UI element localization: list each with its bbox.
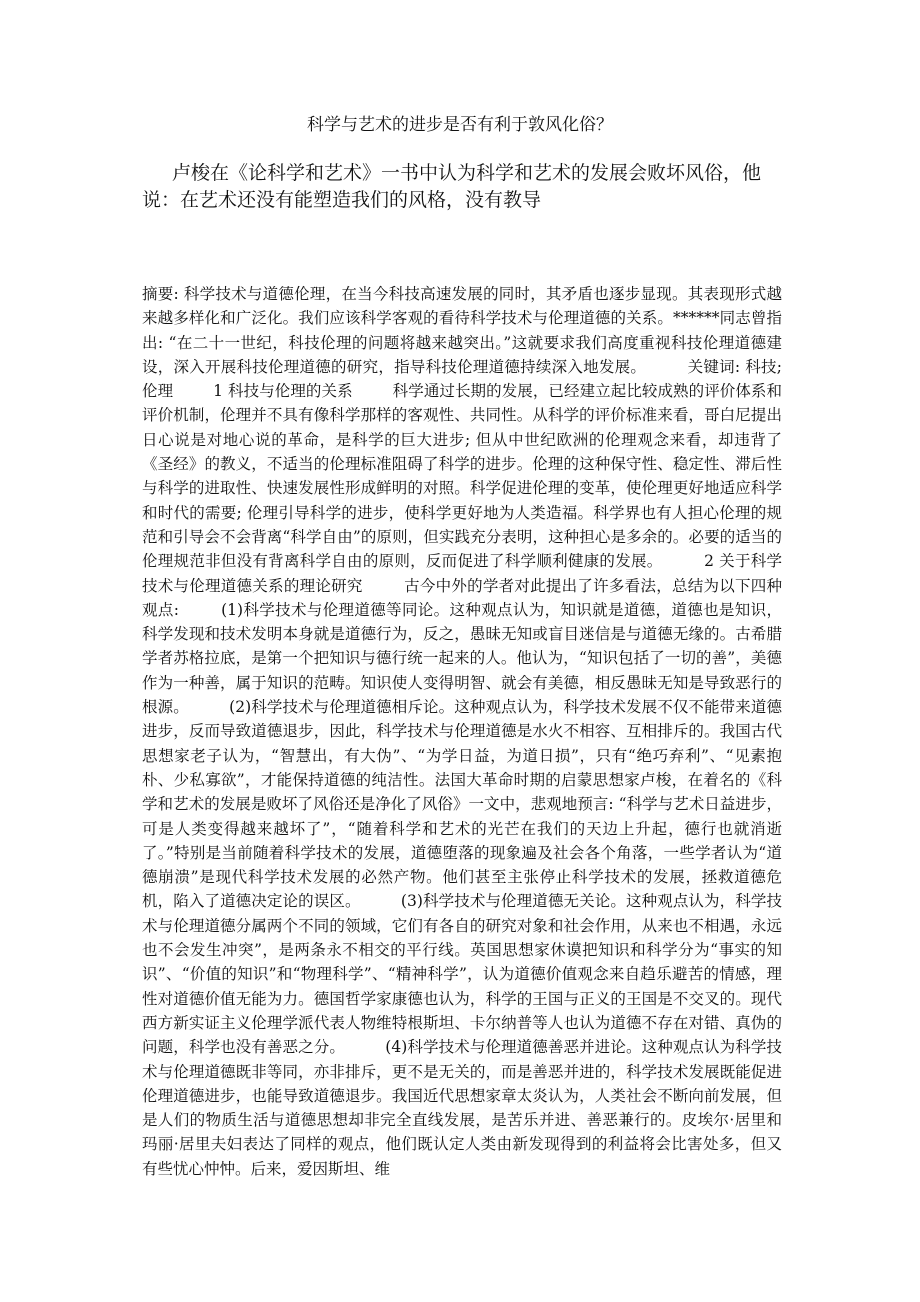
document-title: 科学与艺术的进步是否有利于敦风化俗？ — [307, 115, 613, 135]
intro-paragraph: 卢梭在《论科学和艺术》一书中认为科学和艺术的发展会败坏风俗，他说：在艺术还没有能塑造我们的风格，没有教导 — [142, 162, 762, 211]
body-text: 摘要: 科学技术与道德伦理，在当今科技高速发展的同时，其矛盾也逐步显现。其表现形式越来越多样化和广泛化。我们应该科学客观的看待科学技术与伦理道德的关系。******同志曾指出: “在二十一世纪，科技伦理的问题将越来越突出。”这就要求我们高度重视科技伦理道德建设，深入开展科技伦理道德的研究，指导科技伦理道德持续深入地发展。 关键词: 科技; 伦理 1 科技与伦理的关系 科学通过长期的发展，已经建立起比较成熟的评价体系和评价机制，伦理并不具有像科学那样的客观性、共同性。从科学的评价标准来看，哥白尼提出日心说是对地心说的革命，是科学的巨大进步; 但从中世纪欧洲的伦理观念来看，却违背了《圣经》的教义，不适当的伦理标准阻碍了科学的进步。伦理的这种保守性、稳定性、滞后性与科学的进取性、快速发展性形成鲜明的对照。科学促进伦理的变革，使伦理更好地适应科学和时代的需要; 伦理引导科学的进步，使科学更好地为人类造福。科学界也有人担心伦理的规范和引导会不会背离“科学自由”的原则，但实践充分表明，这种担心是多余的。必要的适当的伦理规范非但没有背离科学自由的原则，反而促进了科学顺利健康的发展。 2 关于科学技术与伦理道德关系的理论研究 古今中外的学者对此提出了许多看法，总结为以下四种观点: (1)科学技术与伦理道德等同论。这种观点认为，知识就是道德，道德也是知识，科学发现和技术发明本身就是道德行为，反之，愚昧无知或盲目迷信是与道德无缘的。古希腊学者苏格拉底，是第一个把知识与德行统一起来的人。他认为，“知识包括了一切的善”，美德作为一种善，属于知识的范畴。知识使人变得明智、就会有美德，相反愚昧无知是导致恶行的根源。 (2)科学技术与伦理道德相斥论。这种观点认为，科学技术发展不仅不能带来道德进步，反而导致道德退步，因此，科学技术与伦理道德是水火不相容、互相排斥的。我国古代思想家老子认为，“智慧出，有大伪”、“为学日益，为道日损”，只有“绝巧弃利”、“见素抱朴、少私寡欲”，才能保持道德的纯洁性。法国大革命时期的启蒙思想家卢梭，在着名的《科学和艺术的发展是败坏了风俗还是净化了风俗》一文中，悲观地预言: “科学与艺术日益进步，可是人类变得越来越坏了”，“随着科学和艺术的光芒在我们的天边上升起，德行也就消逝了。”特别是当前随着科学技术的发展，道德堕落的现象遍及社会各个角落，一些学者认为“道德崩溃”是现代科学技术发展的必然产物。他们甚至主张停止科学技术的发展，拯救道德危机，陷入了道德决定论的误区。 (3)科学技术与伦理道德无关论。这种观点认为，科学技术与伦理道德分属两个不同的领域，它们有各自的研究对象和社会作用，从来也不相遇，永远也不会发生冲突”，是两条永不相交的平行线。英国思想家休谟把知识和科学分为“事实的知识”、“价值的知识”和“物理科学”、“精神科学”，认为道德价值观念来自趋乐避苦的情感，理性对道德价值无能为力。德国哲学家康德也认为，科学的王国与正义的王国是不交叉的。现代西方新实证主义伦理学派代表人物维特根斯坦、卡尔纳普等人也认为道德不存在对错、真伪的问题，科学也没有善恶之分。 (4)科学技术与伦理道德善恶并进论。这种观点认为科学技术与伦理道德既非等同，亦非排斥，更不是无关的，而是善恶并进的，科学技术发展既能促进伦理道德进步，也能导致道德退步。我国近代思想家章太炎认为，人类社会不断向前发展，但是人们的物质生活与道德思想却非完全直线发展，是苦乐并进、善恶兼行的。皮埃尔·居里和玛丽·居里夫妇表达了同样的观点，他们既认定人类由新发现得到的利益将会比害处多，但又有些忧心忡忡。后来，爱因斯坦、维 — [142, 285, 787, 1178]
